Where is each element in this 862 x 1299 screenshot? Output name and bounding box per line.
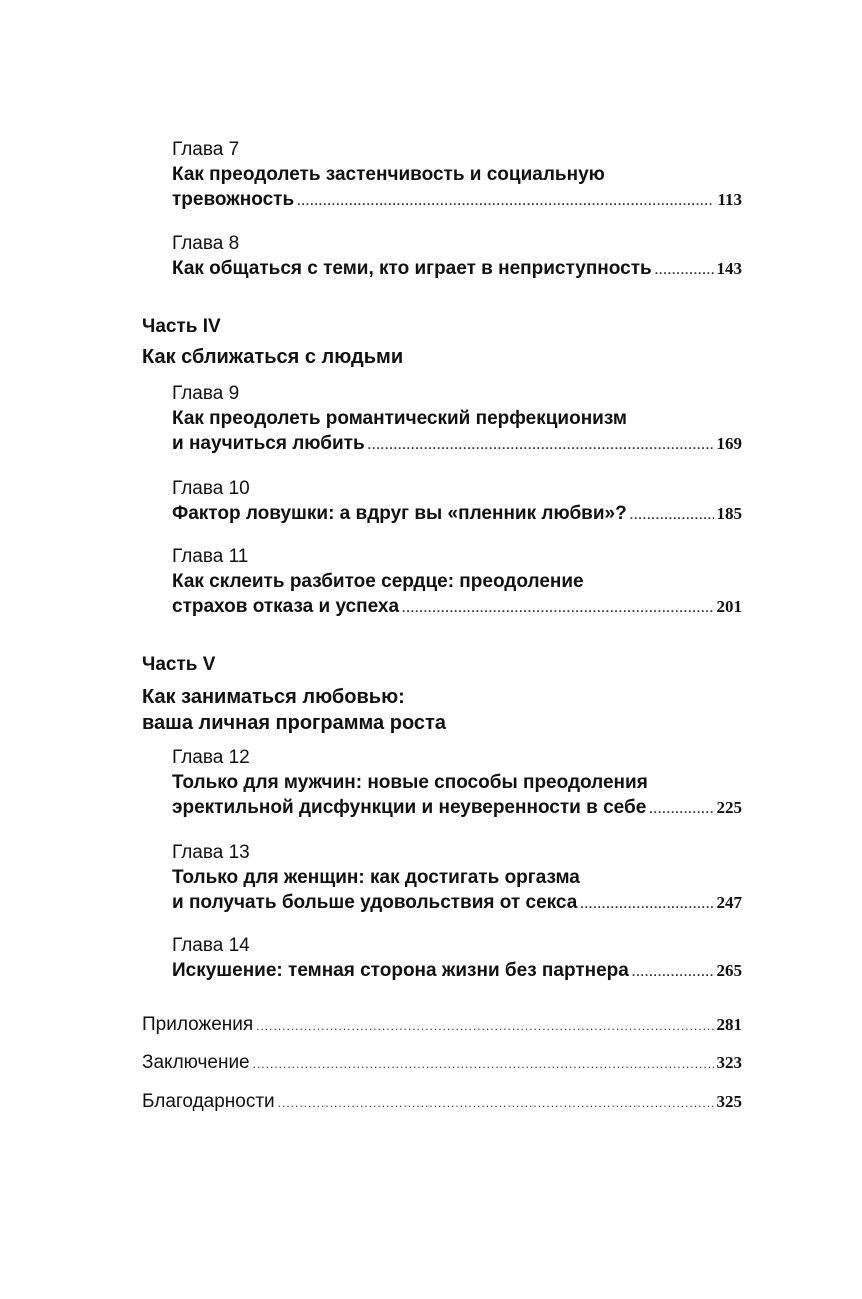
part-title: Как сближаться с людьми [142, 346, 404, 368]
dot-leader [278, 1096, 714, 1110]
chapter-title-line: Искушение: темная сторона жизни без партнера [172, 960, 629, 981]
page-number: 169 [716, 434, 742, 453]
page-number: 185 [716, 504, 742, 523]
chapter-title-line: страхов отказа и успеха [172, 596, 400, 617]
chapter-title-line: эректильной дисфункции и неуверенности в себе [172, 797, 647, 818]
chapter-label: Глава 13 [172, 842, 250, 863]
toc-entry-acknowledgements [142, 1091, 742, 1113]
chapter-title-line: тревожность [172, 189, 295, 210]
chapter-title-leader [172, 795, 742, 822]
dot-leader [580, 892, 713, 917]
chapter-label: Глава 10 [172, 478, 250, 499]
toc-entry-chapter-7 [172, 137, 742, 214]
part-label: Часть IV [142, 316, 221, 337]
dot-leader [297, 189, 714, 214]
chapter-title-line: и получать больше удовольствия от секса [172, 892, 578, 913]
entry-title: Приложения [142, 1014, 254, 1035]
page-number: 247 [716, 893, 742, 912]
toc-entry-chapter-13 [172, 840, 742, 917]
dot-leader [630, 503, 714, 528]
page-number: 113 [717, 190, 742, 209]
chapter-title-leader [172, 501, 742, 528]
chapter-title-leader [172, 594, 742, 621]
toc-part-4 [142, 314, 742, 370]
page-number: 323 [716, 1053, 742, 1072]
page-number: 201 [716, 597, 742, 616]
toc-entry-chapter-14 [172, 933, 742, 985]
chapter-title-leader [172, 187, 742, 214]
dot-leader [253, 1057, 714, 1071]
part-title-line: ваша личная программа роста [142, 712, 446, 734]
chapter-label: Глава 14 [172, 935, 250, 956]
chapter-title-leader [172, 958, 742, 985]
entry-title: Заключение [142, 1052, 250, 1073]
dot-leader [649, 797, 713, 822]
entry-title: Благодарности [142, 1091, 275, 1112]
chapter-label: Глава 9 [172, 383, 240, 404]
page-number: 325 [716, 1092, 742, 1111]
page-number: 143 [716, 259, 742, 278]
chapter-title-line: Как преодолеть застенчивость и социальную [172, 164, 605, 185]
chapter-title-line: Только для мужчин: новые способы преодоления [172, 772, 648, 793]
dot-leader [655, 258, 714, 283]
chapter-title-leader [172, 431, 742, 458]
part-title-line: Как заниматься любовью: [142, 686, 405, 708]
dot-leader [256, 1019, 713, 1033]
chapter-title-line: Как склеить разбитое сердце: преодоление [172, 571, 584, 592]
page-number: 281 [716, 1015, 742, 1034]
chapter-title-line: и научиться любить [172, 433, 365, 454]
toc-entry-chapter-12 [172, 745, 742, 822]
toc-entry-chapter-9 [172, 381, 742, 458]
chapter-label: Глава 12 [172, 747, 250, 768]
part-label: Часть V [142, 654, 216, 675]
dot-leader [402, 596, 713, 621]
dot-leader [632, 960, 714, 985]
toc-entry-conclusion [142, 1052, 742, 1074]
toc-entry-chapter-11 [172, 544, 742, 621]
chapter-label: Глава 8 [172, 233, 240, 254]
toc-part-5 [142, 652, 742, 736]
chapter-title-leader [172, 890, 742, 917]
chapter-title-line: Только для женщин: как достигать оргазма [172, 867, 580, 888]
chapter-title-leader [172, 256, 742, 283]
dot-leader [368, 433, 714, 458]
toc-entry-chapter-8 [172, 231, 742, 283]
toc-entry-appendix [142, 1014, 742, 1036]
page-number: 265 [716, 961, 742, 980]
toc-entry-chapter-10 [172, 476, 742, 528]
page-number: 225 [716, 798, 742, 817]
chapter-title-line: Как общаться с теми, кто играет в неприступность [172, 258, 652, 279]
chapter-title-line: Фактор ловушки: а вдруг вы «пленник любви»? [172, 503, 627, 524]
chapter-title-line: Как преодолеть романтический перфекционизм [172, 408, 627, 429]
chapter-label: Глава 7 [172, 139, 240, 160]
chapter-label: Глава 11 [172, 546, 249, 567]
